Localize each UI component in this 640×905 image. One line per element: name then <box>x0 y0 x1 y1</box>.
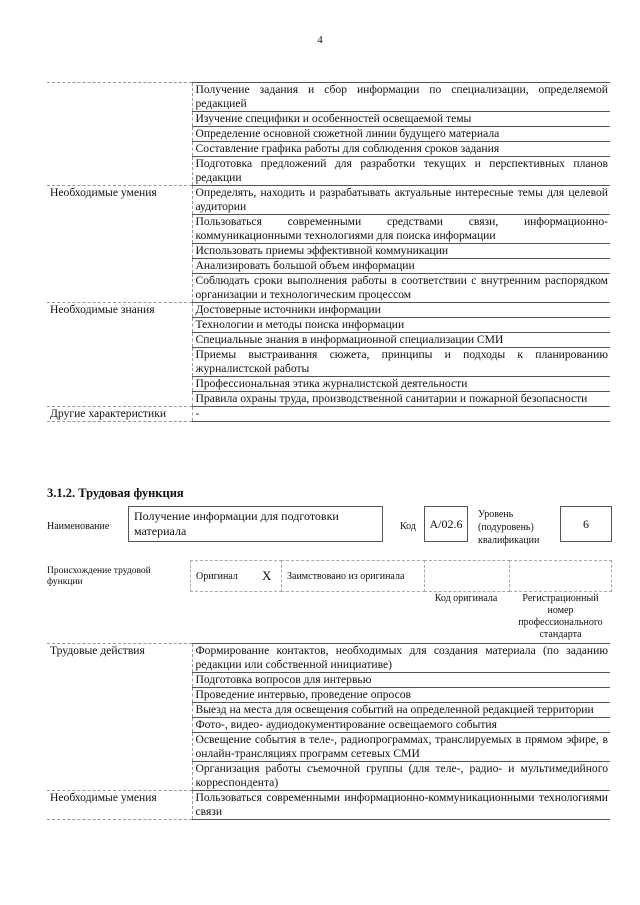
code-label: Код <box>400 521 416 532</box>
row-label: Трудовые действия <box>47 644 192 791</box>
function-name-box <box>128 506 383 542</box>
name-label: Наименование <box>47 521 110 532</box>
requirement-item: Освещение события в теле-, радиопрограммах, транслируемых в прямом эфире, в онлайн-трансляциях программ сетевых СМИ <box>192 733 610 762</box>
requirement-item: Профессиональная этика журналистской деятельности <box>192 377 610 392</box>
level-value: 6 <box>583 517 589 531</box>
table-row <box>47 791 610 820</box>
requirement-item: Достоверные источники информации <box>192 303 610 318</box>
requirement-item: Правила охраны труда, производственной санитарии и пожарной безопасности <box>192 392 610 407</box>
original-mark: X <box>262 568 272 583</box>
row-label <box>47 83 192 186</box>
requirement-item: Формирование контактов, необходимых для создания материала (по заданию редакции или собственной инициативе) <box>192 644 610 673</box>
code-original-caption: Код оригинала <box>434 593 498 604</box>
reg-number-cell <box>509 560 612 592</box>
requirement-item: Выезд на места для освещения событий на определенной редакцией территории <box>192 703 610 718</box>
original-label: Оригинал <box>196 571 238 582</box>
level-label: Уровень (подуровень) квалификации <box>478 509 540 546</box>
requirement-item: Использовать приемы эффективной коммуникации <box>192 244 610 259</box>
requirement-item: Специальные знания в информационной специализации СМИ <box>192 333 610 348</box>
row-label: Другие характеристики <box>47 407 192 422</box>
table-row <box>47 407 610 422</box>
table-row <box>47 644 610 673</box>
requirement-item: Определение основной сюжетной линии будущего материала <box>192 127 610 142</box>
requirement-item: Соблюдать сроки выполнения работы в соответствии с внутренним распорядком организации и технологическим процессом <box>192 274 610 303</box>
requirement-item: Организация работы съемочной группы (для теле-, радио- и мультимедийного корреспондента) <box>192 762 610 791</box>
origin-label: Происхождение трудовой функции <box>47 566 151 587</box>
function-name-value: Получение информации для подготовки материала <box>134 509 339 538</box>
requirement-item: Подготовка предложений для разработки текущих и перспективных планов редакции <box>192 157 610 186</box>
requirements-table-bottom <box>47 643 610 820</box>
code-value: А/02.6 <box>429 517 463 531</box>
code-original-cell <box>424 560 510 592</box>
page-number: 4 <box>317 34 323 46</box>
row-label: Необходимые знания <box>47 303 192 407</box>
requirement-item: Фото-, видео- аудиодокументирование освещаемого события <box>192 718 610 733</box>
reg-number-caption: Регистрационный номер профессионального стандарта <box>518 593 603 640</box>
table-row <box>47 83 610 112</box>
requirement-item: Технологии и методы поиска информации <box>192 318 610 333</box>
level-box <box>560 506 612 542</box>
requirement-item: Определять, находить и разрабатывать актуальные интересные темы для целевой аудитории <box>192 186 610 215</box>
borrowed-label: Заимствовано из оригинала <box>287 571 405 582</box>
row-label: Необходимые умения <box>47 791 192 820</box>
requirement-item: - <box>192 407 610 422</box>
requirement-item: Анализировать большой объем информации <box>192 259 610 274</box>
requirement-item: Составление графика работы для соблюдения сроков задания <box>192 142 610 157</box>
requirement-item: Пользоваться современными информационно-коммуникационными технологиями связи <box>192 791 610 820</box>
requirement-item: Изучение специфики и особенностей освещаемой темы <box>192 112 610 127</box>
table-row <box>47 303 610 318</box>
requirements-table-top <box>47 82 610 422</box>
section-title: 3.1.2. Трудовая функция <box>47 486 184 500</box>
table-row <box>47 186 610 215</box>
requirement-item: Подготовка вопросов для интервью <box>192 673 610 688</box>
requirement-item: Пользоваться современными средствами связи, информационно-коммуникационными технологиями для поиска информации <box>192 215 610 244</box>
requirement-item: Приемы выстраивания сюжета, принципы и подходы к планированию журналистской работы <box>192 348 610 377</box>
code-box <box>424 506 468 542</box>
row-label: Необходимые умения <box>47 186 192 303</box>
requirement-item: Получение задания и сбор информации по специализации, определяемой редакцией <box>192 83 610 112</box>
requirement-item: Проведение интервью, проведение опросов <box>192 688 610 703</box>
